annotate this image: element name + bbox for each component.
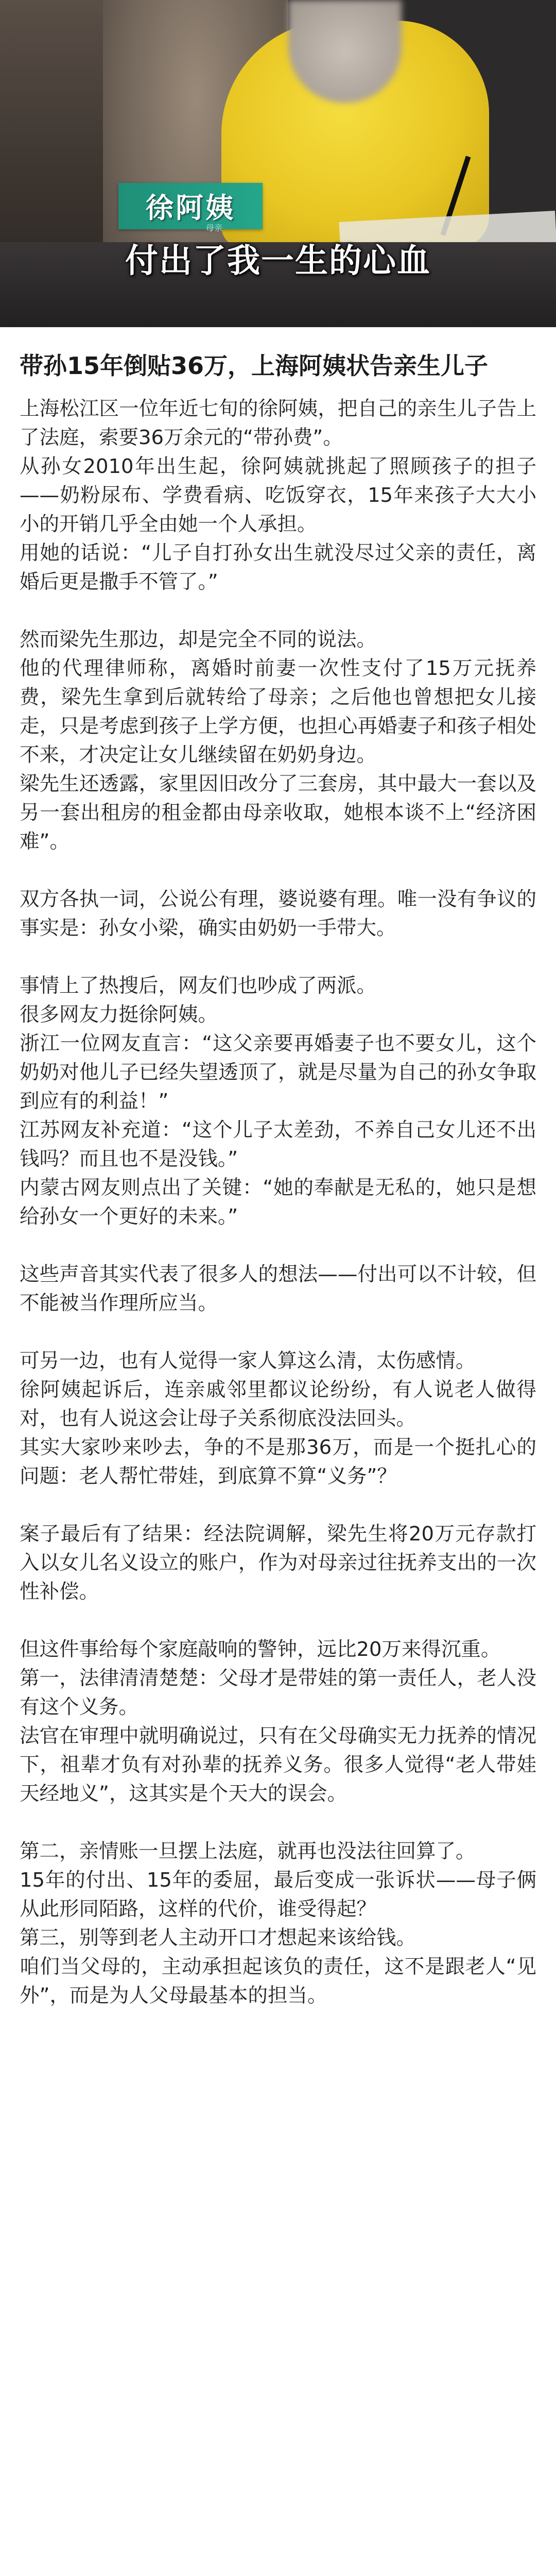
paragraph-gap — [20, 856, 536, 885]
paragraph: 咱们当父母的，主动承担起该负的责任，这不是跟老人“见外”，而是为人父母最基本的担当。 — [20, 1955, 536, 2007]
name-tag — [118, 183, 263, 229]
paragraph: 徐阿姨起诉后，连亲戚邻里都议论纷纷，有人说老人做得对，也有人说这会让母子关系彻底没法回头。 — [20, 1378, 536, 1430]
paragraph: 上海松江区一位年近七旬的徐阿姨，把自己的亲生儿子告上了法庭，索要36万余元的“带孙费”。 — [20, 397, 536, 449]
paragraph-gap — [20, 1606, 536, 1635]
paragraph: 案子最后有了结果：经法院调解，梁先生将20万元存款打入以女儿名义设立的账户，作为对母亲过往抚养支出的一次性补偿。 — [20, 1522, 536, 1603]
paragraph: 法官在审理中就明确说过，只有在父母确实无力抚养的情况下，祖辈才负有对孙辈的抚养义务。很多人觉得“老人带娃天经地义”，这其实是个天大的误会。 — [20, 1724, 536, 1805]
paragraph-gap — [20, 1491, 536, 1520]
paragraph: 他的代理律师称，离婚时前妻一次性支付了15万元抚养费，梁先生拿到后就转给了母亲；之后他也曾想把女儿接走，只是考虑到孩子上学方便，也担心再婚妻子和孩子相处不来，才决定让女儿继续留在奶奶身边。 — [20, 657, 536, 767]
paragraph: 然而梁先生那边，却是完全不同的说法。 — [20, 628, 377, 651]
paragraph-gap — [20, 1808, 536, 1837]
paragraph: 双方各执一词，公说公有理，婆说婆有理。唯一没有争议的事实是：孙女小梁，确实由奶奶一手带大。 — [20, 888, 536, 940]
paragraph: 江苏网友补充道：“这个儿子太差劲，不养自己女儿还不出钱吗？而且也不是没钱。” — [20, 1118, 536, 1171]
video-caption: 付出了我一生的心血 — [125, 242, 431, 280]
paragraph-gap — [20, 1318, 536, 1347]
paragraph: 第二，亲情账一旦摆上法庭，就再也没法往回算了。 — [20, 1840, 476, 1863]
paragraph: 可另一边，也有人觉得一家人算这么清，太伤感情。 — [20, 1349, 476, 1372]
paragraph-gap — [20, 597, 536, 625]
hero-image — [0, 0, 556, 327]
paragraph: 但这件事给每个家庭敲响的警钟，远比20万来得沉重。 — [20, 1638, 501, 1661]
paragraph-gap — [20, 1231, 536, 1260]
paragraph: 内蒙古网友则点出了关键：“她的奉献是无私的，她只是想给孙女一个更好的未来。” — [20, 1176, 536, 1228]
article-paragraphs — [20, 395, 536, 2010]
article-title: 带孙15年倒贴36万，上海阿姨状告亲生儿子 — [20, 352, 489, 380]
paragraph: 从孙女2010年出生起，徐阿姨就挑起了照顾孩子的担子——奶粉尿布、学费看病、吃饭穿衣，15年来孩子大大小小的开销几乎全由她一个人承担。 — [20, 455, 536, 536]
paragraph: 事情上了热搜后，网友们也吵成了两派。 — [20, 974, 377, 997]
paragraph: 15年的付出、15年的委屈，最后变成一张诉状——母子俩从此形同陌路，这样的代价，谁受得起？ — [20, 1869, 536, 1921]
paragraph: 浙江一位网友直言：“这父亲要再婚妻子也不要女儿，这个奶奶对他儿子已经失望透顶了，就是尽量为自己的孙女争取到应有的利益！” — [20, 1032, 536, 1113]
paragraph: 梁先生还透露，家里因旧改分了三套房，其中最大一套以及另一套出租房的租金都由母亲收取，她根本谈不上“经济困难”。 — [20, 772, 536, 853]
paragraph: 很多网友力挺徐阿姨。 — [20, 1003, 218, 1026]
name-tag-subtitle: 母亲 — [206, 223, 223, 233]
paragraph: 用她的话说：“儿子自打孙女出生就没尽过父亲的责任，离婚后更是撒手不管了。” — [20, 541, 536, 594]
paragraph-gap — [20, 943, 536, 972]
paragraph: 第三，别等到老人主动开口才想起来该给钱。 — [20, 1926, 416, 1950]
paragraph: 第一，法律清清楚楚：父母才是带娃的第一责任人，老人没有这个义务。 — [20, 1667, 536, 1719]
paragraph: 这些声音其实代表了很多人的想法——付出可以不计较，但不能被当作理所应当。 — [20, 1263, 536, 1315]
article-body — [0, 349, 556, 2010]
paragraph: 其实大家吵来吵去，争的不是那36万，而是一个挺扎心的问题：老人帮忙带娃，到底算不算“义务”？ — [20, 1436, 536, 1488]
name-tag-text: 徐阿姨 — [146, 191, 235, 224]
